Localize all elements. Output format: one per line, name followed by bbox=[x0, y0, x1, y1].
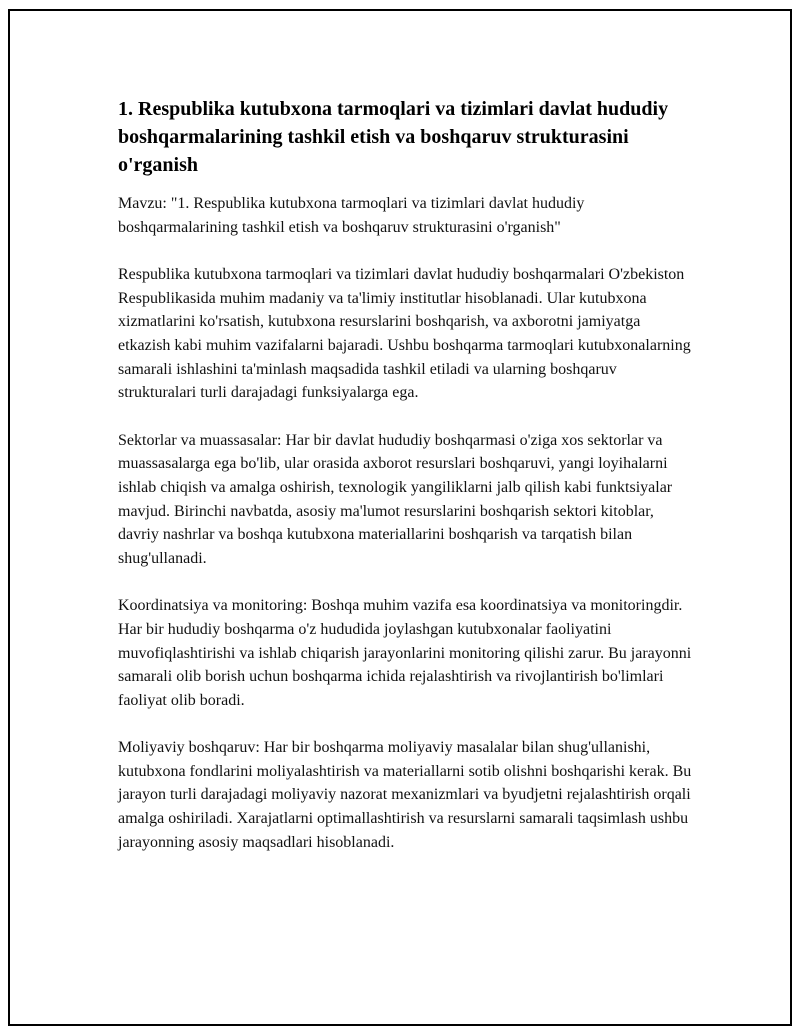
document-title: 1. Respublika kutubxona tarmoqlari va tizimlari davlat hududiy boshqarmalarining tashkil etish va boshqaruv strukturasini o'rganish bbox=[118, 98, 669, 176]
paragraph-sectors: Sektorlar va muassasalar: Har bir davlat hududiy boshqarmasi o'ziga xos sektorlar va muassasalarga ega bo'lib, ular orasida axborot resurslari boshqaruvi, yangi loyihalarni ishlab chiqish va amalga oshirish, texnologik yangiliklarni jalb qilish kabi funktsiyalar mavjud. Birinchi navbatda, asosiy ma'lumot resurslarini boshqarish sektori kitoblar, davriy nashrlar va boshqa kutubxona materiallarini boshqarish va tarqatish bilan shug'ullanadi. bbox=[118, 431, 673, 567]
document-content bbox=[118, 95, 693, 878]
document-page bbox=[8, 9, 792, 1026]
topic-paragraph: Mavzu: "1. Respublika kutubxona tarmoqlari va tizimlari davlat hududiy boshqarmalarining tashkil etish va boshqaruv strukturasini o'rganish" bbox=[118, 195, 585, 236]
paragraph-coordination: Koordinatsiya va monitoring: Boshqa muhim vazifa esa koordinatsiya va monitoringdir. Har bir hududiy boshqarma o'z hududida joylashgan kutubxonalar faoliyatini muvofiqlashtirishi va ishlab chiqarish jarayonlarini monitoring qilishi zarur. Bu jarayonni samarali olib borish uchun boshqarma ichida rejalashtirish va rivojlantirish bo'limlari faoliyat olib boradi. bbox=[118, 597, 692, 709]
paragraph-finance: Moliyaviy boshqaruv: Har bir boshqarma moliyaviy masalalar bilan shug'ullanishi, kutubxona fondlarini moliyalashtirish va materiallarni sotib olishni boshqarishi kerak. Bu jarayon turli darajadagi moliyaviy nazorat mexanizmlari va byudjetni rejalashtirish orqali amalga oshiriladi. Xarajatlarni optimallashtirish va resurslarni samarali taqsimlash ushbu jarayonning asosiy maqsadlari hisoblanadi. bbox=[118, 739, 692, 851]
paragraph-introduction: Respublika kutubxona tarmoqlari va tizimlari davlat hududiy boshqarmalari O'zbekiston Respublikasida muhim madaniy va ta'limiy institutlar hisoblanadi. Ular kutubxona xizmatlarini ko'rsatish, kutubxona resurslarini boshqarish, va axborotni jamiyatga etkazish kabi muhim vazifalarni bajaradi. Ushbu boshqarma tarmoqlari kutubxonalarning samarali ishlashini ta'minlash maqsadida tashkil etiladi va ularning boshqaruv strukturalari turli darajadagi funksiyalarga ega. bbox=[118, 266, 691, 402]
